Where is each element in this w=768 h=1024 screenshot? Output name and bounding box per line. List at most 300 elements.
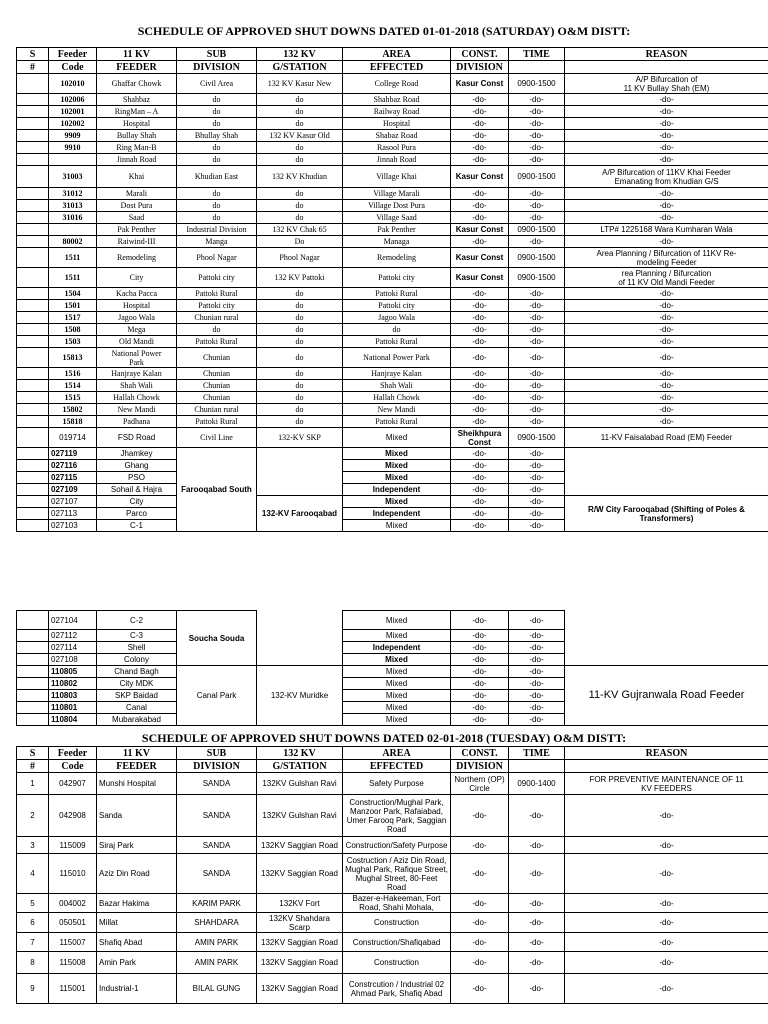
reason: -do-: [565, 837, 768, 854]
grid-station: do: [257, 212, 343, 224]
grid-station: 132-KV Farooqabad: [257, 496, 343, 532]
grid-station: 132KV Shahdara Scarp: [257, 913, 343, 933]
feeder-code: 027109: [49, 484, 97, 496]
const-division: -do-: [451, 630, 509, 642]
sub-division: Pattoki Rural: [177, 416, 257, 428]
time: -do-: [509, 933, 565, 952]
area-effected: Village Marali: [343, 188, 451, 200]
feeder-code: [49, 154, 97, 166]
const-division: -do-: [451, 714, 509, 726]
feeder-name: Aziz Din Road: [97, 854, 177, 894]
feeder-name: Colony: [97, 654, 177, 666]
feeder-name: C-1: [97, 520, 177, 532]
feeder-name: Dost Pura: [97, 200, 177, 212]
serial: [17, 212, 49, 224]
header-const-division: DIVISION: [451, 61, 509, 74]
feeder-code: [49, 224, 97, 236]
const-division: -do-: [451, 188, 509, 200]
header-feeder-code: Code: [49, 61, 97, 74]
serial: [17, 484, 49, 496]
grid-station: 132 KV Kasur New: [257, 74, 343, 94]
feeder-name: Bullay Shah: [97, 130, 177, 142]
grid-station: 132KV Saggian Road: [257, 854, 343, 894]
grid-station: do: [257, 380, 343, 392]
time: 0900-1500: [509, 428, 565, 448]
grid-station: Phool Nagar: [257, 248, 343, 268]
feeder-code: 115001: [49, 974, 97, 1004]
feeder-name: Remodeling: [97, 248, 177, 268]
sub-division: Khudian East: [177, 166, 257, 188]
sub-division: do: [177, 106, 257, 118]
table-row: [17, 428, 768, 448]
feeder-name: Hanjraye Kalan: [97, 368, 177, 380]
area-effected: Managa: [343, 236, 451, 248]
const-division: -do-: [451, 142, 509, 154]
reason: -do-: [565, 288, 768, 300]
feeder-name: Shell: [97, 642, 177, 654]
const-division: Kasur Const: [451, 224, 509, 236]
grid-station: do: [257, 416, 343, 428]
header-row: [17, 747, 768, 760]
schedule-table-1: [16, 47, 768, 532]
header-area-effected: AREA: [343, 48, 451, 61]
feeder-name: Marali: [97, 188, 177, 200]
feeder-code: 9909: [49, 130, 97, 142]
const-division: -do-: [451, 913, 509, 933]
const-division: -do-: [451, 854, 509, 894]
time: -do-: [509, 300, 565, 312]
table-row: [17, 666, 768, 678]
serial: 9: [17, 974, 49, 1004]
reason: -do-: [565, 952, 768, 974]
grid-station: do: [257, 188, 343, 200]
grid-station: do: [257, 118, 343, 130]
serial: 5: [17, 894, 49, 913]
time: -do-: [509, 200, 565, 212]
time: -do-: [509, 654, 565, 666]
feeder-code: 1508: [49, 324, 97, 336]
serial: [17, 336, 49, 348]
feeder-code: 80002: [49, 236, 97, 248]
table-row: [17, 854, 768, 894]
feeder-code: 110803: [49, 690, 97, 702]
feeder-code: 115008: [49, 952, 97, 974]
reason: FOR PREVENTIVE MAINTENANCE OF 11 KV FEEDERS: [565, 773, 768, 795]
serial: [17, 300, 49, 312]
time: -do-: [509, 472, 565, 484]
time: -do-: [509, 702, 565, 714]
table-row: [17, 188, 768, 200]
feeder-name: National Power Park: [97, 348, 177, 368]
const-division: -do-: [451, 520, 509, 532]
feeder-code: 1517: [49, 312, 97, 324]
area-effected: Construction: [343, 913, 451, 933]
serial: [17, 94, 49, 106]
grid-station: 132-KV SKP: [257, 428, 343, 448]
table-row: [17, 795, 768, 837]
time: -do-: [509, 368, 565, 380]
serial: [17, 460, 49, 472]
header-const-division: CONST.: [451, 48, 509, 61]
table-row: [17, 130, 768, 142]
area-effected: Independent: [343, 484, 451, 496]
schedule-title-1: SCHEDULE OF APPROVED SHUT DOWNS DATED 01-01-2018 (SATURDAY) O&M DISTT:: [137, 24, 631, 38]
const-division: -do-: [451, 611, 509, 630]
serial: [17, 236, 49, 248]
feeder-code: 027113: [49, 508, 97, 520]
grid-station: do: [257, 154, 343, 166]
header-serial: S: [17, 747, 49, 760]
reason: -do-: [565, 368, 768, 380]
area-effected: Village Dost Pura: [343, 200, 451, 212]
reason: -do-: [565, 142, 768, 154]
reason: -do-: [565, 913, 768, 933]
grid-station: 132 KV Khudian: [257, 166, 343, 188]
sub-division: do: [177, 200, 257, 212]
serial: [17, 404, 49, 416]
serial: [17, 392, 49, 404]
grid-station: [257, 448, 343, 496]
table-row: [17, 404, 768, 416]
feeder-code: 115009: [49, 837, 97, 854]
reason: [565, 448, 768, 496]
feeder-name: Canal: [97, 702, 177, 714]
time: -do-: [509, 837, 565, 854]
time: -do-: [509, 678, 565, 690]
feeder-name: Amin Park: [97, 952, 177, 974]
reason: 11-KV Gujranwala Road Feeder: [565, 666, 768, 726]
feeder-name: C-2: [97, 611, 177, 630]
sub-division: Pattoki Rural: [177, 336, 257, 348]
feeder-code: 115007: [49, 933, 97, 952]
area-effected: Mixed: [343, 690, 451, 702]
serial: [17, 666, 49, 678]
sub-division: do: [177, 94, 257, 106]
sub-division: KARIM PARK: [177, 894, 257, 913]
const-division: -do-: [451, 154, 509, 166]
area-effected: Mixed: [343, 630, 451, 642]
schedule-title-2: SCHEDULE OF APPROVED SHUT DOWNS DATED 02-01-2018 (TUESDAY) O&M DISTT:: [141, 731, 627, 745]
reason: A/P Bifurcation of 11 KV Bullay Shah (EM): [565, 74, 768, 94]
feeder-name: Sohail & Hajra: [97, 484, 177, 496]
time: -do-: [509, 416, 565, 428]
reason: LTP# 1225168 Wara Kumharan Wala: [565, 224, 768, 236]
header-time: [509, 61, 565, 74]
area-effected: do: [343, 324, 451, 336]
grid-station: Do: [257, 236, 343, 248]
feeder-code: 042907: [49, 773, 97, 795]
const-division: Sheikhpura Const: [451, 428, 509, 448]
feeder-code: 31013: [49, 200, 97, 212]
reason: rea Planning / Bifurcation of 11 KV Old Mandi Feeder: [565, 268, 768, 288]
table-row: [17, 200, 768, 212]
time: -do-: [509, 154, 565, 166]
feeder-code: 115010: [49, 854, 97, 894]
time: -do-: [509, 348, 565, 368]
feeder-name: Parco: [97, 508, 177, 520]
sub-division: do: [177, 212, 257, 224]
const-division: Kasur Const: [451, 166, 509, 188]
table-row: [17, 74, 768, 94]
sub-division: Farooqabad South: [177, 448, 257, 532]
area-effected: Hospital: [343, 118, 451, 130]
const-division: -do-: [451, 130, 509, 142]
const-division: -do-: [451, 348, 509, 368]
sub-division: Pattoki city: [177, 300, 257, 312]
feeder-name: Mubarakabad: [97, 714, 177, 726]
header-row: [17, 48, 768, 61]
reason: -do-: [565, 336, 768, 348]
area-effected: Mixed: [343, 520, 451, 532]
feeder-name: RingMan – A: [97, 106, 177, 118]
feeder-code: 027112: [49, 630, 97, 642]
area-effected: Mixed: [343, 714, 451, 726]
area-effected: Village Khai: [343, 166, 451, 188]
table-row: [17, 142, 768, 154]
serial: [17, 312, 49, 324]
serial: [17, 200, 49, 212]
reason: -do-: [565, 854, 768, 894]
area-effected: Construction/Safety Purpose: [343, 837, 451, 854]
reason: -do-: [565, 200, 768, 212]
const-division: -do-: [451, 380, 509, 392]
time: -do-: [509, 142, 565, 154]
feeder-code: 31016: [49, 212, 97, 224]
grid-station: 132KV Saggian Road: [257, 837, 343, 854]
area-effected: College Road: [343, 74, 451, 94]
table-row: [17, 611, 768, 630]
area-effected: Jagoo Wala: [343, 312, 451, 324]
table-row: [17, 154, 768, 166]
grid-station: 132KV Saggian Road: [257, 974, 343, 1004]
time: -do-: [509, 630, 565, 642]
feeder-code: 1515: [49, 392, 97, 404]
time: -do-: [509, 974, 565, 1004]
header-serial: S: [17, 48, 49, 61]
reason: -do-: [565, 894, 768, 913]
serial: [17, 154, 49, 166]
area-effected: Mixed: [343, 448, 451, 460]
reason: 11-KV Faisalabad Road (EM) Feeder: [565, 428, 768, 448]
feeder-code: 027103: [49, 520, 97, 532]
table-row: [17, 448, 768, 460]
table-row: [17, 268, 768, 288]
feeder-name: New Mandi: [97, 404, 177, 416]
area-effected: Constrcution / Industrial 02 Ahmad Park, Shafiq Abad: [343, 974, 451, 1004]
serial: [17, 130, 49, 142]
page-gap: [0, 560, 768, 610]
feeder-code: 102006: [49, 94, 97, 106]
header-grid-station: G/STATION: [257, 61, 343, 74]
table-row: [17, 288, 768, 300]
grid-station: do: [257, 324, 343, 336]
area-effected: Construction: [343, 952, 451, 974]
sub-division: Phool Nagar: [177, 248, 257, 268]
const-division: -do-: [451, 702, 509, 714]
header-area-effected: EFFECTED: [343, 61, 451, 74]
time: -do-: [509, 336, 565, 348]
feeder-code: 1503: [49, 336, 97, 348]
feeder-code: 027108: [49, 654, 97, 666]
header-area-effected: AREA: [343, 747, 451, 760]
area-effected: Rasool Pura: [343, 142, 451, 154]
time: -do-: [509, 288, 565, 300]
sub-division: Civil Line: [177, 428, 257, 448]
serial: [17, 642, 49, 654]
sub-division: Chunian rural: [177, 404, 257, 416]
const-division: -do-: [451, 642, 509, 654]
sub-division: Chunian: [177, 392, 257, 404]
area-effected: Costruction / Aziz Din Road, Mughal Park, Rafique Street, Mughal Street, 80-Feet Road: [343, 854, 451, 894]
header-grid-station: G/STATION: [257, 760, 343, 773]
time: -do-: [509, 952, 565, 974]
header-grid-station: 132 KV: [257, 48, 343, 61]
feeder-code: 027119: [49, 448, 97, 460]
feeder-code: 110802: [49, 678, 97, 690]
header-row: [17, 760, 768, 773]
area-effected: Shabaz Road: [343, 130, 451, 142]
reason: -do-: [565, 154, 768, 166]
reason: A/P Bifurcation of 11KV Khai Feeder Emanating from Khudian G/S: [565, 166, 768, 188]
serial: 8: [17, 952, 49, 974]
table-row: [17, 212, 768, 224]
time: -do-: [509, 380, 565, 392]
serial: [17, 106, 49, 118]
header-serial: #: [17, 760, 49, 773]
serial: [17, 702, 49, 714]
serial: [17, 224, 49, 236]
serial: [17, 288, 49, 300]
time: -do-: [509, 690, 565, 702]
const-division: -do-: [451, 678, 509, 690]
area-effected: Construction/Shafiqabad: [343, 933, 451, 952]
header-reason: [565, 61, 768, 74]
grid-station: 132KV Saggian Road: [257, 952, 343, 974]
grid-station: do: [257, 348, 343, 368]
table-row: [17, 380, 768, 392]
time: -do-: [509, 312, 565, 324]
reason: -do-: [565, 212, 768, 224]
header-feeder-code: Code: [49, 760, 97, 773]
header-feeder-code: Feeder: [49, 48, 97, 61]
serial: 1: [17, 773, 49, 795]
reason: -do-: [565, 106, 768, 118]
grid-station: do: [257, 312, 343, 324]
grid-station: do: [257, 404, 343, 416]
feeder-name: FSD Road: [97, 428, 177, 448]
feeder-name: C-3: [97, 630, 177, 642]
time: -do-: [509, 106, 565, 118]
area-effected: Pak Penther: [343, 224, 451, 236]
feeder-code: 027114: [49, 642, 97, 654]
const-division: -do-: [451, 368, 509, 380]
serial: [17, 472, 49, 484]
const-division: -do-: [451, 690, 509, 702]
feeder-code: 110804: [49, 714, 97, 726]
table-row: [17, 166, 768, 188]
grid-station: do: [257, 288, 343, 300]
area-effected: Remodeling: [343, 248, 451, 268]
reason: -do-: [565, 130, 768, 142]
grid-station: do: [257, 300, 343, 312]
table-row: [17, 974, 768, 1004]
const-division: -do-: [451, 118, 509, 130]
const-division: -do-: [451, 508, 509, 520]
table-row: [17, 106, 768, 118]
time: -do-: [509, 448, 565, 460]
table-row: [17, 913, 768, 933]
grid-station: 132 KV Pattoki: [257, 268, 343, 288]
sub-division: Chunian rural: [177, 312, 257, 324]
const-division: -do-: [451, 933, 509, 952]
sub-division: SANDA: [177, 773, 257, 795]
feeder-code: 027104: [49, 611, 97, 630]
sub-division: do: [177, 142, 257, 154]
sub-division: Bhullay Shah: [177, 130, 257, 142]
sub-division: Chunian: [177, 368, 257, 380]
feeder-name: Hallah Chowk: [97, 392, 177, 404]
grid-station: do: [257, 94, 343, 106]
feeder-code: 004002: [49, 894, 97, 913]
feeder-name: Mega: [97, 324, 177, 336]
table-row: [17, 368, 768, 380]
feeder-code: 042908: [49, 795, 97, 837]
header-time: TIME: [509, 48, 565, 61]
time: 0900-1500: [509, 74, 565, 94]
sub-division: AMIN PARK: [177, 933, 257, 952]
feeder-name: Siraj Park: [97, 837, 177, 854]
time: -do-: [509, 212, 565, 224]
feeder-code: 31003: [49, 166, 97, 188]
sub-division: Industrial Division: [177, 224, 257, 236]
serial: [17, 416, 49, 428]
feeder-code: 110801: [49, 702, 97, 714]
time: -do-: [509, 666, 565, 678]
grid-station: do: [257, 336, 343, 348]
serial: [17, 142, 49, 154]
feeder-name: Hospital: [97, 300, 177, 312]
serial: 4: [17, 854, 49, 894]
header-reason: REASON: [565, 747, 768, 760]
feeder-name: Jagoo Wala: [97, 312, 177, 324]
feeder-name: Ghang: [97, 460, 177, 472]
header-feeder-name: FEEDER: [97, 760, 177, 773]
area-effected: Independent: [343, 508, 451, 520]
serial: [17, 166, 49, 188]
feeder-code: 1511: [49, 248, 97, 268]
table-row: [17, 324, 768, 336]
area-effected: Village Saad: [343, 212, 451, 224]
feeder-name: SKP Baidad: [97, 690, 177, 702]
const-division: -do-: [451, 236, 509, 248]
feeder-name: Raiwind-III: [97, 236, 177, 248]
serial: [17, 448, 49, 460]
feeder-code: 31012: [49, 188, 97, 200]
reason: -do-: [565, 404, 768, 416]
table-row: [17, 496, 768, 508]
feeder-name: Saad: [97, 212, 177, 224]
serial: [17, 630, 49, 642]
reason: -do-: [565, 392, 768, 404]
serial: 6: [17, 913, 49, 933]
reason: Area Planning / Bifurcation of 11KV Re- modeling Feeder: [565, 248, 768, 268]
feeder-code: 1514: [49, 380, 97, 392]
area-effected: Pattoki Rural: [343, 336, 451, 348]
header-feeder-code: Feeder: [49, 747, 97, 760]
feeder-name: Padhana: [97, 416, 177, 428]
reason: -do-: [565, 416, 768, 428]
feeder-code: 1516: [49, 368, 97, 380]
